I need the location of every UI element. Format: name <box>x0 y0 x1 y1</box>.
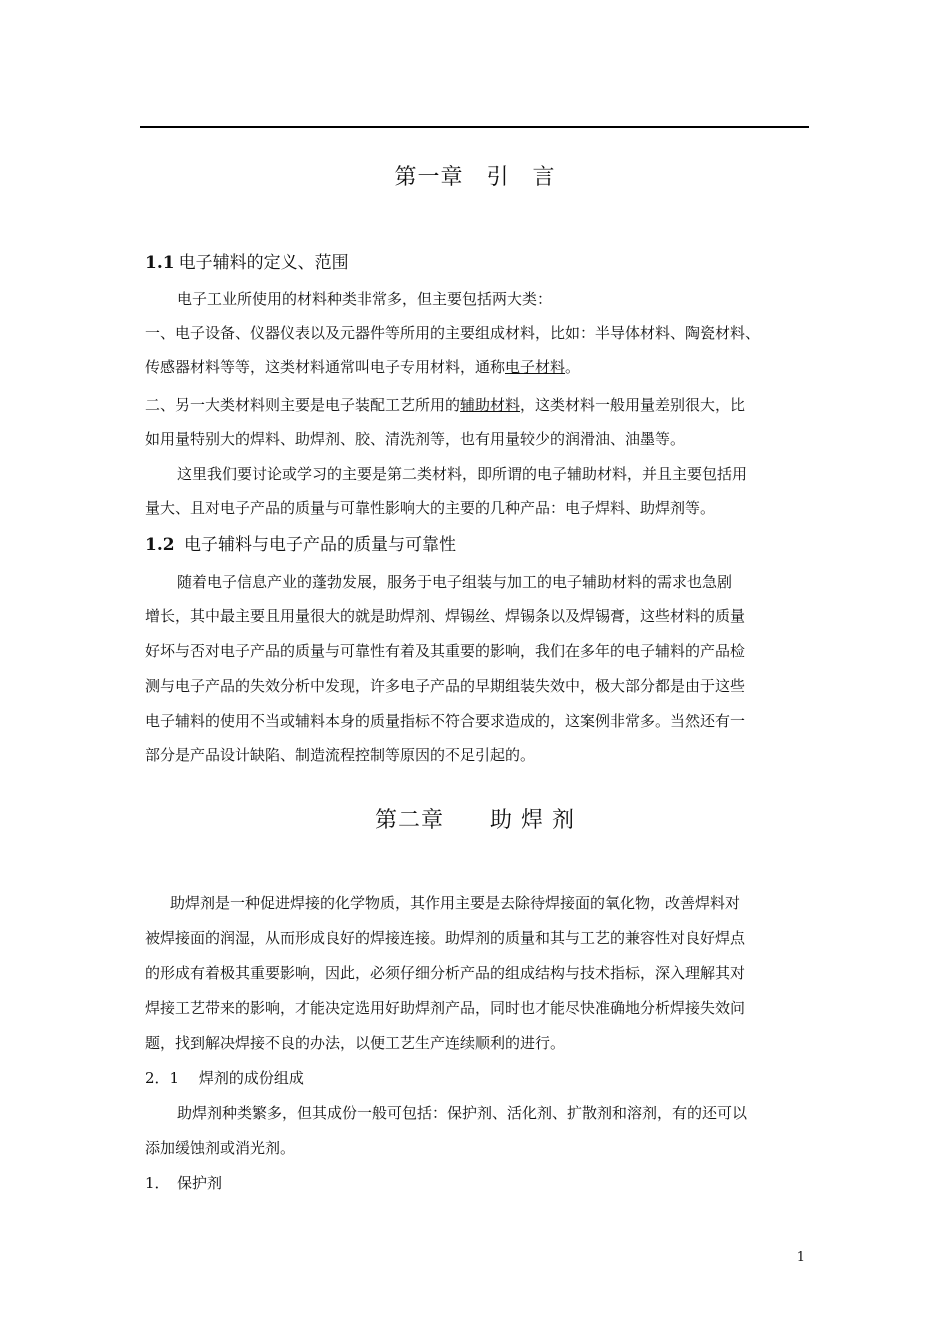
paragraph-line: 这里我们要讨论或学习的主要是第二类材料，即所谓的电子辅助材料，并且主要包括用 <box>177 465 748 483</box>
paragraph-line: 助焊剂是一种促进焊接的化学物质，其作用主要是去除待焊接面的氧化物，改善焊料对 <box>170 894 741 912</box>
page-number: 1 <box>796 1250 805 1265</box>
list-item-heading: 1． 保护剂 <box>145 1174 223 1192</box>
section-number: 1.1 <box>145 253 175 273</box>
text-run: 。 <box>565 358 581 376</box>
paragraph-line <box>145 388 745 422</box>
text-run: 传感器材料等等，这类材料通常叫电子专用材料，通称 <box>145 358 506 376</box>
paragraph-line: 增长，其中最主要且用量很大的就是助焊剂、焊锡丝、焊锡条以及焊锡膏，这些材料的质量 <box>145 607 746 625</box>
section-title: 电子辅料的定义、范围 <box>178 253 349 273</box>
paragraph-line: 量大、且对电子产品的质量与可靠性影响大的主要的几种产品：电子焊料、助焊剂等。 <box>145 499 716 517</box>
paragraph-line: 一、电子设备、仪器仪表以及元器件等所用的主要组成材料，比如：半导体材料、陶瓷材料、 <box>145 324 761 342</box>
paragraph-line: 电子辅料的使用不当或辅料本身的质量指标不符合要求造成的，这案例非常多。当然还有一 <box>145 712 746 730</box>
text-run: ，这类材料一般用量差别很大，比 <box>520 396 746 414</box>
section-number: 1.2 <box>145 535 175 555</box>
header-rule <box>140 126 809 128</box>
chapter-1-title: 第一章 引 言 <box>394 165 556 190</box>
paragraph-line: 添加缓蚀剂或消光剂。 <box>145 1139 296 1157</box>
paragraph-line <box>145 350 580 384</box>
paragraph-line: 好坏与否对电子产品的质量与可靠性有着及其重要的影响，我们在多年的电子辅料的产品检 <box>145 642 746 660</box>
section-1-2-heading <box>145 530 456 555</box>
section-1-1-heading <box>145 248 349 273</box>
paragraph-line: 测与电子产品的失效分析中发现，许多电子产品的早期组装失效中，极大部分都是由于这些 <box>145 677 746 695</box>
paragraph-line: 如用量特别大的焊料、助焊剂、胶、清洗剂等，也有用量较少的润滑油、油墨等。 <box>145 430 686 448</box>
chapter-2-title: 第二章 助 焊 剂 <box>375 808 575 833</box>
text-run: 二、另一大类材料则主要是电子装配工艺所用的 <box>145 396 461 414</box>
paragraph-line: 助焊剂种类繁多，但其成份一般可包括：保护剂、活化剂、扩散剂和溶剂，有的还可以 <box>177 1104 748 1122</box>
paragraph-line: 题，找到解决焊接不良的办法，以便工艺生产连续顺利的进行。 <box>145 1034 566 1052</box>
section-2-1-heading: 2．1 焊剂的成份组成 <box>145 1069 304 1087</box>
paragraph-line: 焊接工艺带来的影响，才能决定选用好助焊剂产品，同时也才能尽快准确地分析焊接失效问 <box>145 999 746 1017</box>
paragraph-line: 的形成有着极其重要影响，因此，必须仔细分析产品的组成结构与技术指标，深入理解其对 <box>145 964 746 982</box>
section-title: 电子辅料与电子产品的质量与可靠性 <box>183 535 456 555</box>
paragraph-line: 随着电子信息产业的蓬勃发展，服务于电子组装与加工的电子辅助材料的需求也急剧 <box>177 573 733 591</box>
term-auxiliary-materials: 辅助材料 <box>460 396 521 414</box>
paragraph-line: 被焊接面的润湿，从而形成良好的焊接连接。助焊剂的质量和其与工艺的兼容性对良好焊点 <box>145 929 746 947</box>
term-electronic-materials: 电子材料 <box>505 358 566 376</box>
paragraph-line: 电子工业所使用的材料种类非常多，但主要包括两大类： <box>177 290 553 308</box>
paragraph-line: 部分是产品设计缺陷、制造流程控制等原因的不足引起的。 <box>145 746 536 764</box>
